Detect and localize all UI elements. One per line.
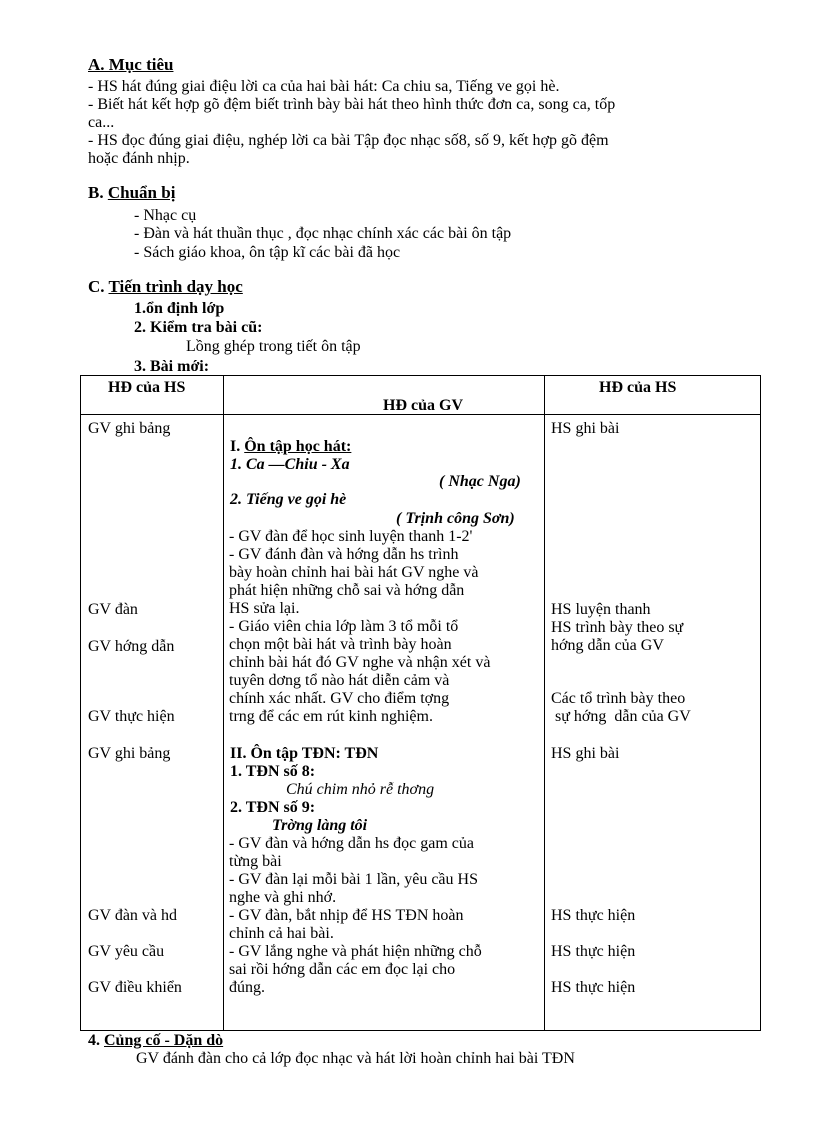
header-middle: HĐ của GV bbox=[383, 397, 463, 414]
right-cell: HS ghi bài bbox=[551, 420, 620, 437]
section-c-item2: 2. Kiểm tra bài cũ: bbox=[134, 319, 263, 336]
left-cell: GV yêu cầu bbox=[88, 943, 165, 960]
section-b-line: - Đàn và hát thuần thục , đọc nhạc chính xác các bài ôn tập bbox=[134, 225, 512, 242]
tdn-title: 1. TĐN số 8: bbox=[230, 763, 316, 780]
mid-line: - GV đàn, bắt nhịp để HS TĐN hoàn bbox=[229, 907, 464, 924]
lesson-table bbox=[80, 375, 761, 1031]
left-cell: GV thực hiện bbox=[88, 708, 175, 725]
mid-line: bày hoàn chỉnh hai bài hát GV nghe và bbox=[229, 564, 479, 581]
tdn-title: 2. TĐN số 9: bbox=[230, 799, 316, 816]
mid-line: chính xác nhất. GV cho điểm tợng bbox=[229, 690, 450, 707]
header-right: HĐ của HS bbox=[599, 379, 677, 396]
right-cell: HS luyện thanh bbox=[551, 601, 651, 618]
mid-line: chọn một bài hát và trình bày hoàn bbox=[229, 636, 452, 653]
left-cell: GV điều khiển bbox=[88, 979, 182, 996]
song-author: ( Nhạc Nga) bbox=[439, 473, 521, 490]
right-cell: HS trình bày theo sự bbox=[551, 619, 684, 636]
section-b-line: - Nhạc cụ bbox=[134, 207, 197, 224]
mid-line: - GV đánh đàn và hớng dẫn hs trình bbox=[229, 546, 459, 563]
right-cell: HS thực hiện bbox=[551, 907, 636, 924]
right-cell: HS thực hiện bbox=[551, 979, 636, 996]
left-cell: GV đàn và hd bbox=[88, 907, 178, 924]
section-a-line: hoặc đánh nhịp. bbox=[88, 150, 190, 167]
tdn-name: Chú chim nhỏ rễ thơng bbox=[286, 781, 435, 798]
mid-line: HS sửa lại. bbox=[229, 600, 300, 617]
song-title: 1. Ca —Chiu - Xa bbox=[230, 456, 350, 473]
mid-line: sai rồi hớng dẫn các em đọc lại cho bbox=[229, 961, 456, 978]
mid-line: nghe và ghi nhớ. bbox=[229, 889, 337, 906]
header-left: HĐ của HS bbox=[108, 379, 186, 396]
section-4-text: GV đánh đàn cho cả lớp đọc nhạc và hát lời hoàn chỉnh hai bài TĐN bbox=[136, 1050, 575, 1067]
section-a-line: ca... bbox=[88, 114, 115, 131]
left-cell: GV đàn bbox=[88, 601, 138, 618]
mid-section-title bbox=[230, 438, 351, 456]
column-divider bbox=[544, 376, 545, 1030]
mid-line: tuyên dơng tổ nào hát diễn cảm và bbox=[229, 672, 450, 689]
mid-line: từng bài bbox=[229, 853, 282, 870]
right-cell: HS thực hiện bbox=[551, 943, 636, 960]
mid-line: trng để các em rút kinh nghiệm. bbox=[229, 708, 433, 725]
right-cell: HS ghi bài bbox=[551, 745, 620, 762]
tdn-name: Trờng làng tôi bbox=[272, 817, 368, 834]
mid-line: - GV đàn và hớng dẫn hs đọc gam của bbox=[229, 835, 474, 852]
mid-line: phát hiện những chỗ sai và hớng dẫn bbox=[229, 582, 465, 599]
mid-line: chỉnh bài hát đó GV nghe và nhận xét và bbox=[229, 654, 491, 671]
column-divider bbox=[223, 376, 224, 1030]
section-c-item1: 1.ổn định lớp bbox=[134, 300, 225, 317]
right-cell: sự hớng dẫn của GV bbox=[551, 708, 691, 725]
section-c-title: C. Tiến trình dạy học bbox=[88, 277, 243, 296]
section-4-title: 4. Củng cố - Dặn dò bbox=[88, 1032, 224, 1049]
left-cell: GV hớng dẫn bbox=[88, 638, 175, 655]
mid-line: - GV đàn lại mỗi bài 1 lần, yêu cầu HS bbox=[229, 871, 478, 888]
mid-line: - GV lắng nghe và phát hiện những chỗ bbox=[229, 943, 482, 960]
mid-line: đúng. bbox=[229, 979, 265, 996]
song-author: ( Trịnh công Sơn) bbox=[396, 510, 515, 527]
section-a-title: A. Mục tiêu bbox=[88, 55, 174, 74]
mid-line: - Giáo viên chia lớp làm 3 tổ mỗi tổ bbox=[229, 618, 459, 635]
song-title: 2. Tiếng ve gọi hè bbox=[230, 491, 347, 508]
section-a-line: - Biết hát kết hợp gõ đệm biết trình bày bài hát theo hình thức đơn ca, song ca, tốp bbox=[88, 96, 616, 113]
mid-section-title: II. Ôn tập TĐN: TĐN bbox=[230, 745, 379, 762]
right-cell: Các tổ trình bày theo bbox=[551, 690, 686, 707]
section-a-line: - HS đọc đúng giai điệu, nghép lời ca bài Tập đọc nhạc số8, số 9, kết hợp gõ đệm bbox=[88, 132, 609, 149]
section-b-line: - Sách giáo khoa, ôn tập kĩ các bài đã học bbox=[134, 244, 401, 261]
left-cell: GV ghi bảng bbox=[88, 420, 171, 437]
section-c-item2-text: Lồng ghép trong tiết ôn tập bbox=[186, 338, 361, 355]
mid-line: - GV đàn để học sinh luyện thanh 1-2' bbox=[229, 528, 473, 545]
mid-section-title-text: I. Ôn tập học hát: bbox=[230, 438, 352, 455]
left-cell: GV ghi bảng bbox=[88, 745, 171, 762]
section-a-line: - HS hát đúng giai điệu lời ca của hai bài hát: Ca chiu sa, Tiếng ve gọi hè. bbox=[88, 78, 560, 95]
mid-line: chỉnh cả hai bài. bbox=[229, 925, 334, 942]
right-cell: hớng dẫn của GV bbox=[551, 637, 664, 654]
section-c-item3: 3. Bài mới: bbox=[134, 358, 210, 375]
section-b-title: B. Chuẩn bị bbox=[88, 183, 176, 202]
